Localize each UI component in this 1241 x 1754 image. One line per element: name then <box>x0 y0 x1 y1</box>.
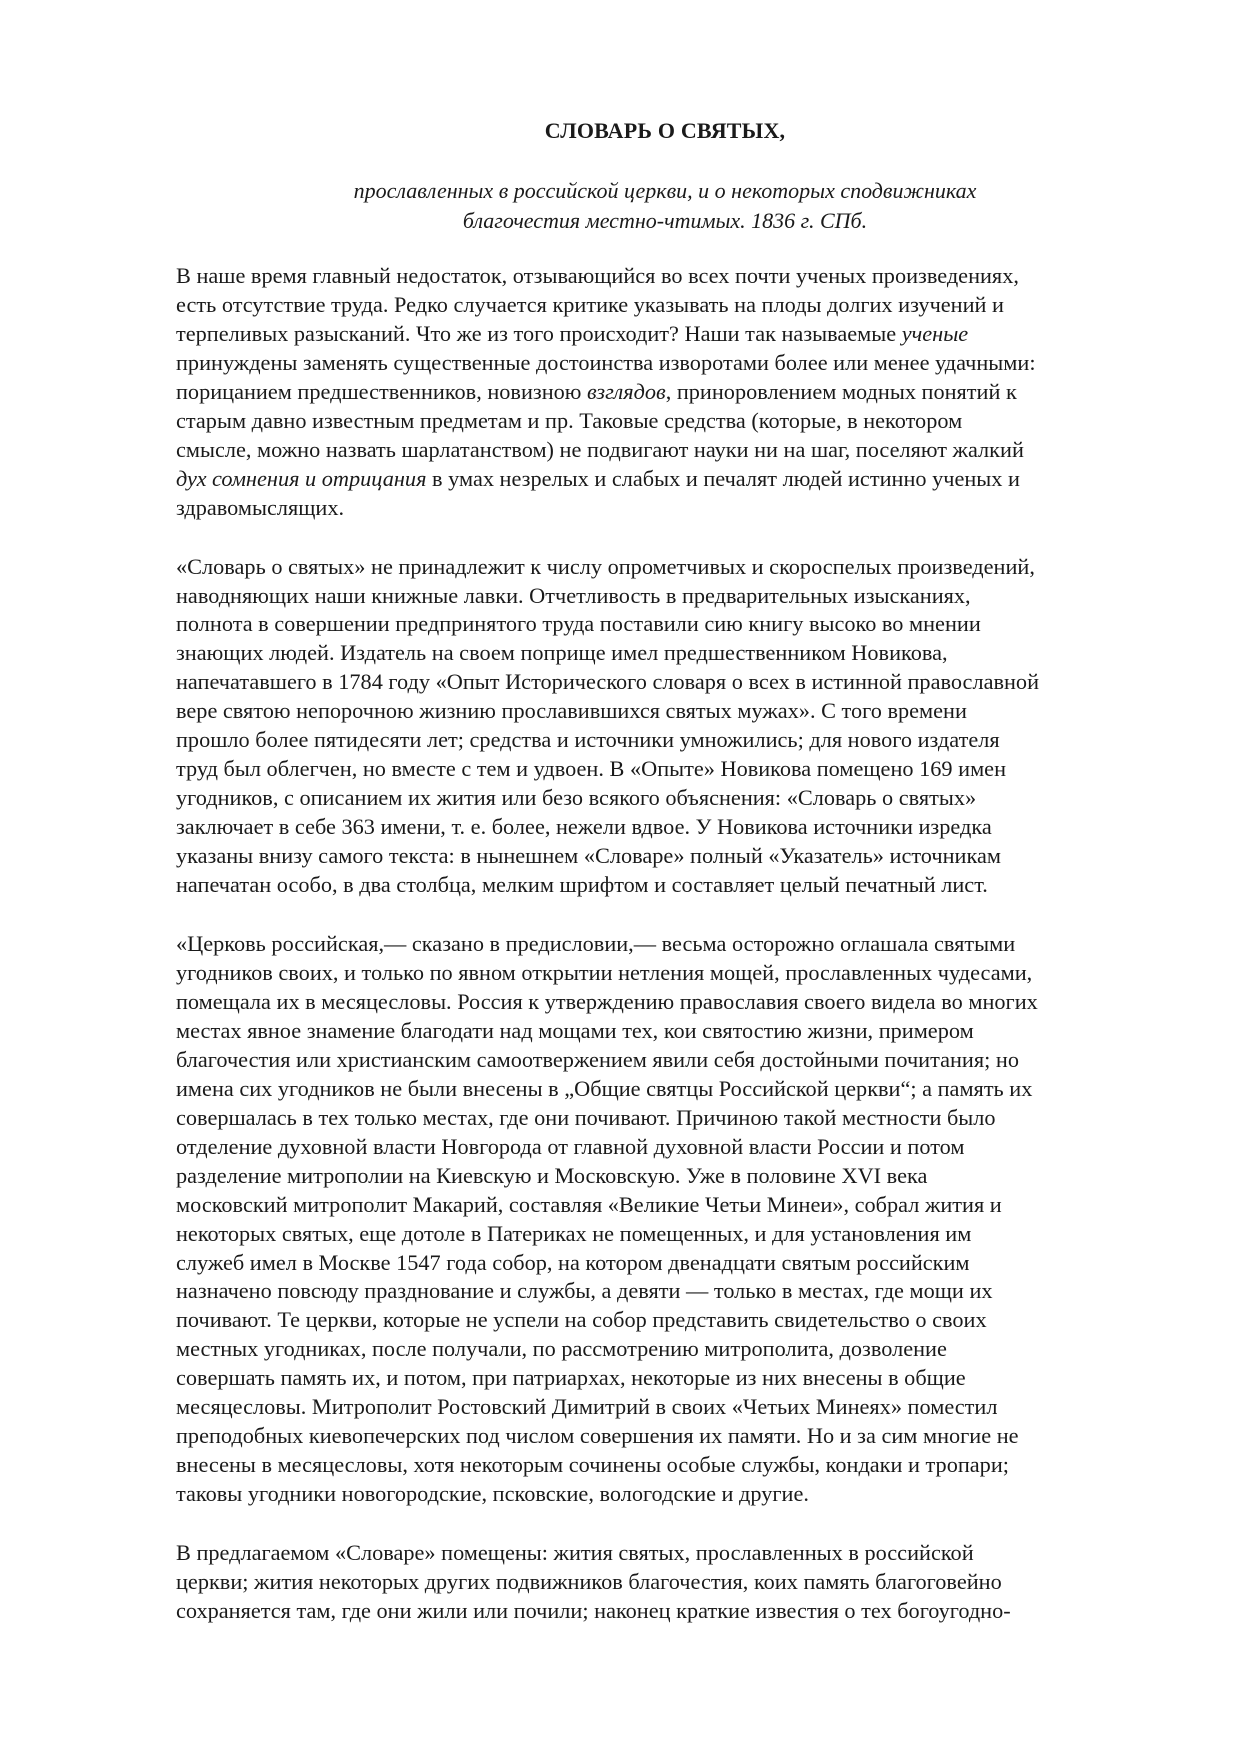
text-line: «Словарь о святых» не принадлежит к числу опрометчивых и скороспелых произведений, <box>176 553 1035 579</box>
text-line: смысле, можно назвать шарлатанством) не подвигают науки ни на шаг, поселяют жалкий <box>176 436 1024 462</box>
text-line: отделение духовной власти Новгорода от главной духовной власти России и потом <box>176 1133 965 1159</box>
body-paragraph <box>176 262 1166 523</box>
document-title: СЛОВАРЬ О СВЯТЫХ, <box>544 118 786 143</box>
text-line: вере святою непорочною жизнию прославившихся святых мужах». С того времени <box>176 698 967 724</box>
text-line: дух сомнения и отрицания в умах незрелых и слабых и печалят людей истинно ученых и <box>176 465 1020 491</box>
text-line: прошло более пятидесяти лет; средства и источники умножились; для нового издателя <box>176 727 1000 753</box>
text-line: служеб имел в Москве 1547 года собор, на котором двенадцати святым российским <box>176 1249 970 1275</box>
italic-emphasis: ученые <box>901 320 969 346</box>
text-line: местах явное знамение благодати над мощами тех, кои святостию жизни, примером <box>176 1017 974 1043</box>
text-line: напечатан особо, в два столбца, мелким шрифтом и составляет целый печатный лист. <box>176 872 988 898</box>
text-line: назначено повсюду празднование и службы, а девяти — только в местах, где мощи их <box>176 1278 993 1304</box>
text-line: московский митрополит Макарий, составляя «Великие Четьи Минеи», собрал жития и <box>176 1191 1002 1217</box>
text-line: здравомыслящих. <box>176 494 345 520</box>
text-line: имена сих угодников не были внесены в „Общие святцы Российской церкви“; а память их <box>176 1075 1033 1101</box>
text-line: терпеливых разысканий. Что же из того происходит? Наши так называемые ученые <box>176 320 969 346</box>
text-line: помещала их в месяцесловы. Россия к утверждению православия своего видела во многих <box>176 988 1038 1014</box>
text-line: разделение митрополии на Киевскую и Московскую. Уже в половине XVI века <box>176 1162 928 1188</box>
text-line: месяцесловы. Митрополит Ростовский Димитрий в своих «Четьих Минеях» поместил <box>176 1394 998 1420</box>
text-line: «Церковь российская,— сказано в предисловии,— весьма осторожно оглашала святыми <box>176 931 1016 957</box>
text-line: таковы угодники новогородские, псковские, вологодские и другие. <box>176 1481 809 1507</box>
text-line: сохраняется там, где они жили или почили; наконец краткие известия о тех богоугодно- <box>176 1597 1011 1623</box>
text-line: В наше время главный недостаток, отзывающийся во всех почти ученых произведениях, <box>176 263 1019 288</box>
subtitle-line: благочестия местно-чтимых. 1836 г. СПб. <box>462 208 868 233</box>
document-subtitle <box>0 176 1241 236</box>
italic-emphasis: дух сомнения и отрицания <box>176 465 427 491</box>
text-line: знающих людей. Издатель на своем поприще имел предшественником Новикова, <box>176 640 948 666</box>
text-line: совершалась в тех только местах, где они почивают. Причиною такой местности было <box>176 1104 996 1130</box>
text-line: местных угодниках, после получали, по рассмотрению митрополита, дозволение <box>176 1336 947 1362</box>
text-line: совершать память их, и потом, при патриархах, некоторые из них внесены в общие <box>176 1365 966 1391</box>
text-line: В предлагаемом «Словаре» помещены: жития святых, прославленных в российской <box>176 1540 974 1566</box>
text-line: некоторых святых, еще дотоле в Патериках не помещенных, и для установления им <box>176 1220 972 1246</box>
text-line: принуждены заменять существенные достоинства изворотами более или менее удачными: <box>176 349 1036 375</box>
text-line: заключает в себе 363 имени, т. е. более, нежели вдвое. У Новикова источники изредка <box>176 814 992 840</box>
text-line: полнота в совершении предпринятого труда поставили сию книгу высоко во мнении <box>176 611 981 637</box>
text-line: старым давно известным предметам и пр. Таковые средства (которые, в некотором <box>176 407 963 433</box>
text-line: внесены в месяцесловы, хотя некоторым сочинены особые службы, кондаки и тропари; <box>176 1452 1009 1478</box>
text-line: указаны внизу самого текста: в нынешнем «Словаре» полный «Указатель» источникам <box>176 843 1001 869</box>
text-line: благочестия или христианским самоотвержением явили себя достойными почитания; но <box>176 1046 1019 1072</box>
body-paragraph <box>176 1539 1166 1626</box>
subtitle-line: прославленных в российской церкви, и о некоторых сподвижниках <box>353 178 977 203</box>
body-paragraph <box>176 553 1166 900</box>
text-line: порицанием предшественников, новизною взглядов, приноровлением модных понятий к <box>176 378 1017 404</box>
italic-emphasis: взглядов <box>587 378 666 404</box>
text-line: наводняющих наши книжные лавки. Отчетливость в предварительных изысканиях, <box>176 582 971 608</box>
document-body <box>176 262 1166 1656</box>
text-line: угодников своих, и только по явном открытии нетления мощей, прославленных чудесами, <box>176 959 1033 985</box>
text-line: преподобных киевопечерских под числом совершения их памяти. Но и за сим многие не <box>176 1423 1019 1449</box>
text-line: угодников, с описанием их жития или безо всякого объяснения: «Словарь о святых» <box>176 785 977 811</box>
body-paragraph <box>176 930 1166 1509</box>
text-line: труд был облегчен, но вместе с тем и удвоен. В «Опыте» Новикова помещено 169 имен <box>176 756 1007 782</box>
text-line: почивают. Те церкви, которые не успели на собор представить свидетельство о своих <box>176 1307 987 1333</box>
text-line: есть отсутствие труда. Редко случается критике указывать на плоды долгих изучений и <box>176 291 1004 317</box>
text-line: напечатавшего в 1784 году «Опыт Исторического словаря о всех в истинной православной <box>176 669 1040 695</box>
text-line: церкви; жития некоторых других подвижников благочестия, коих память благоговейно <box>176 1569 1002 1595</box>
